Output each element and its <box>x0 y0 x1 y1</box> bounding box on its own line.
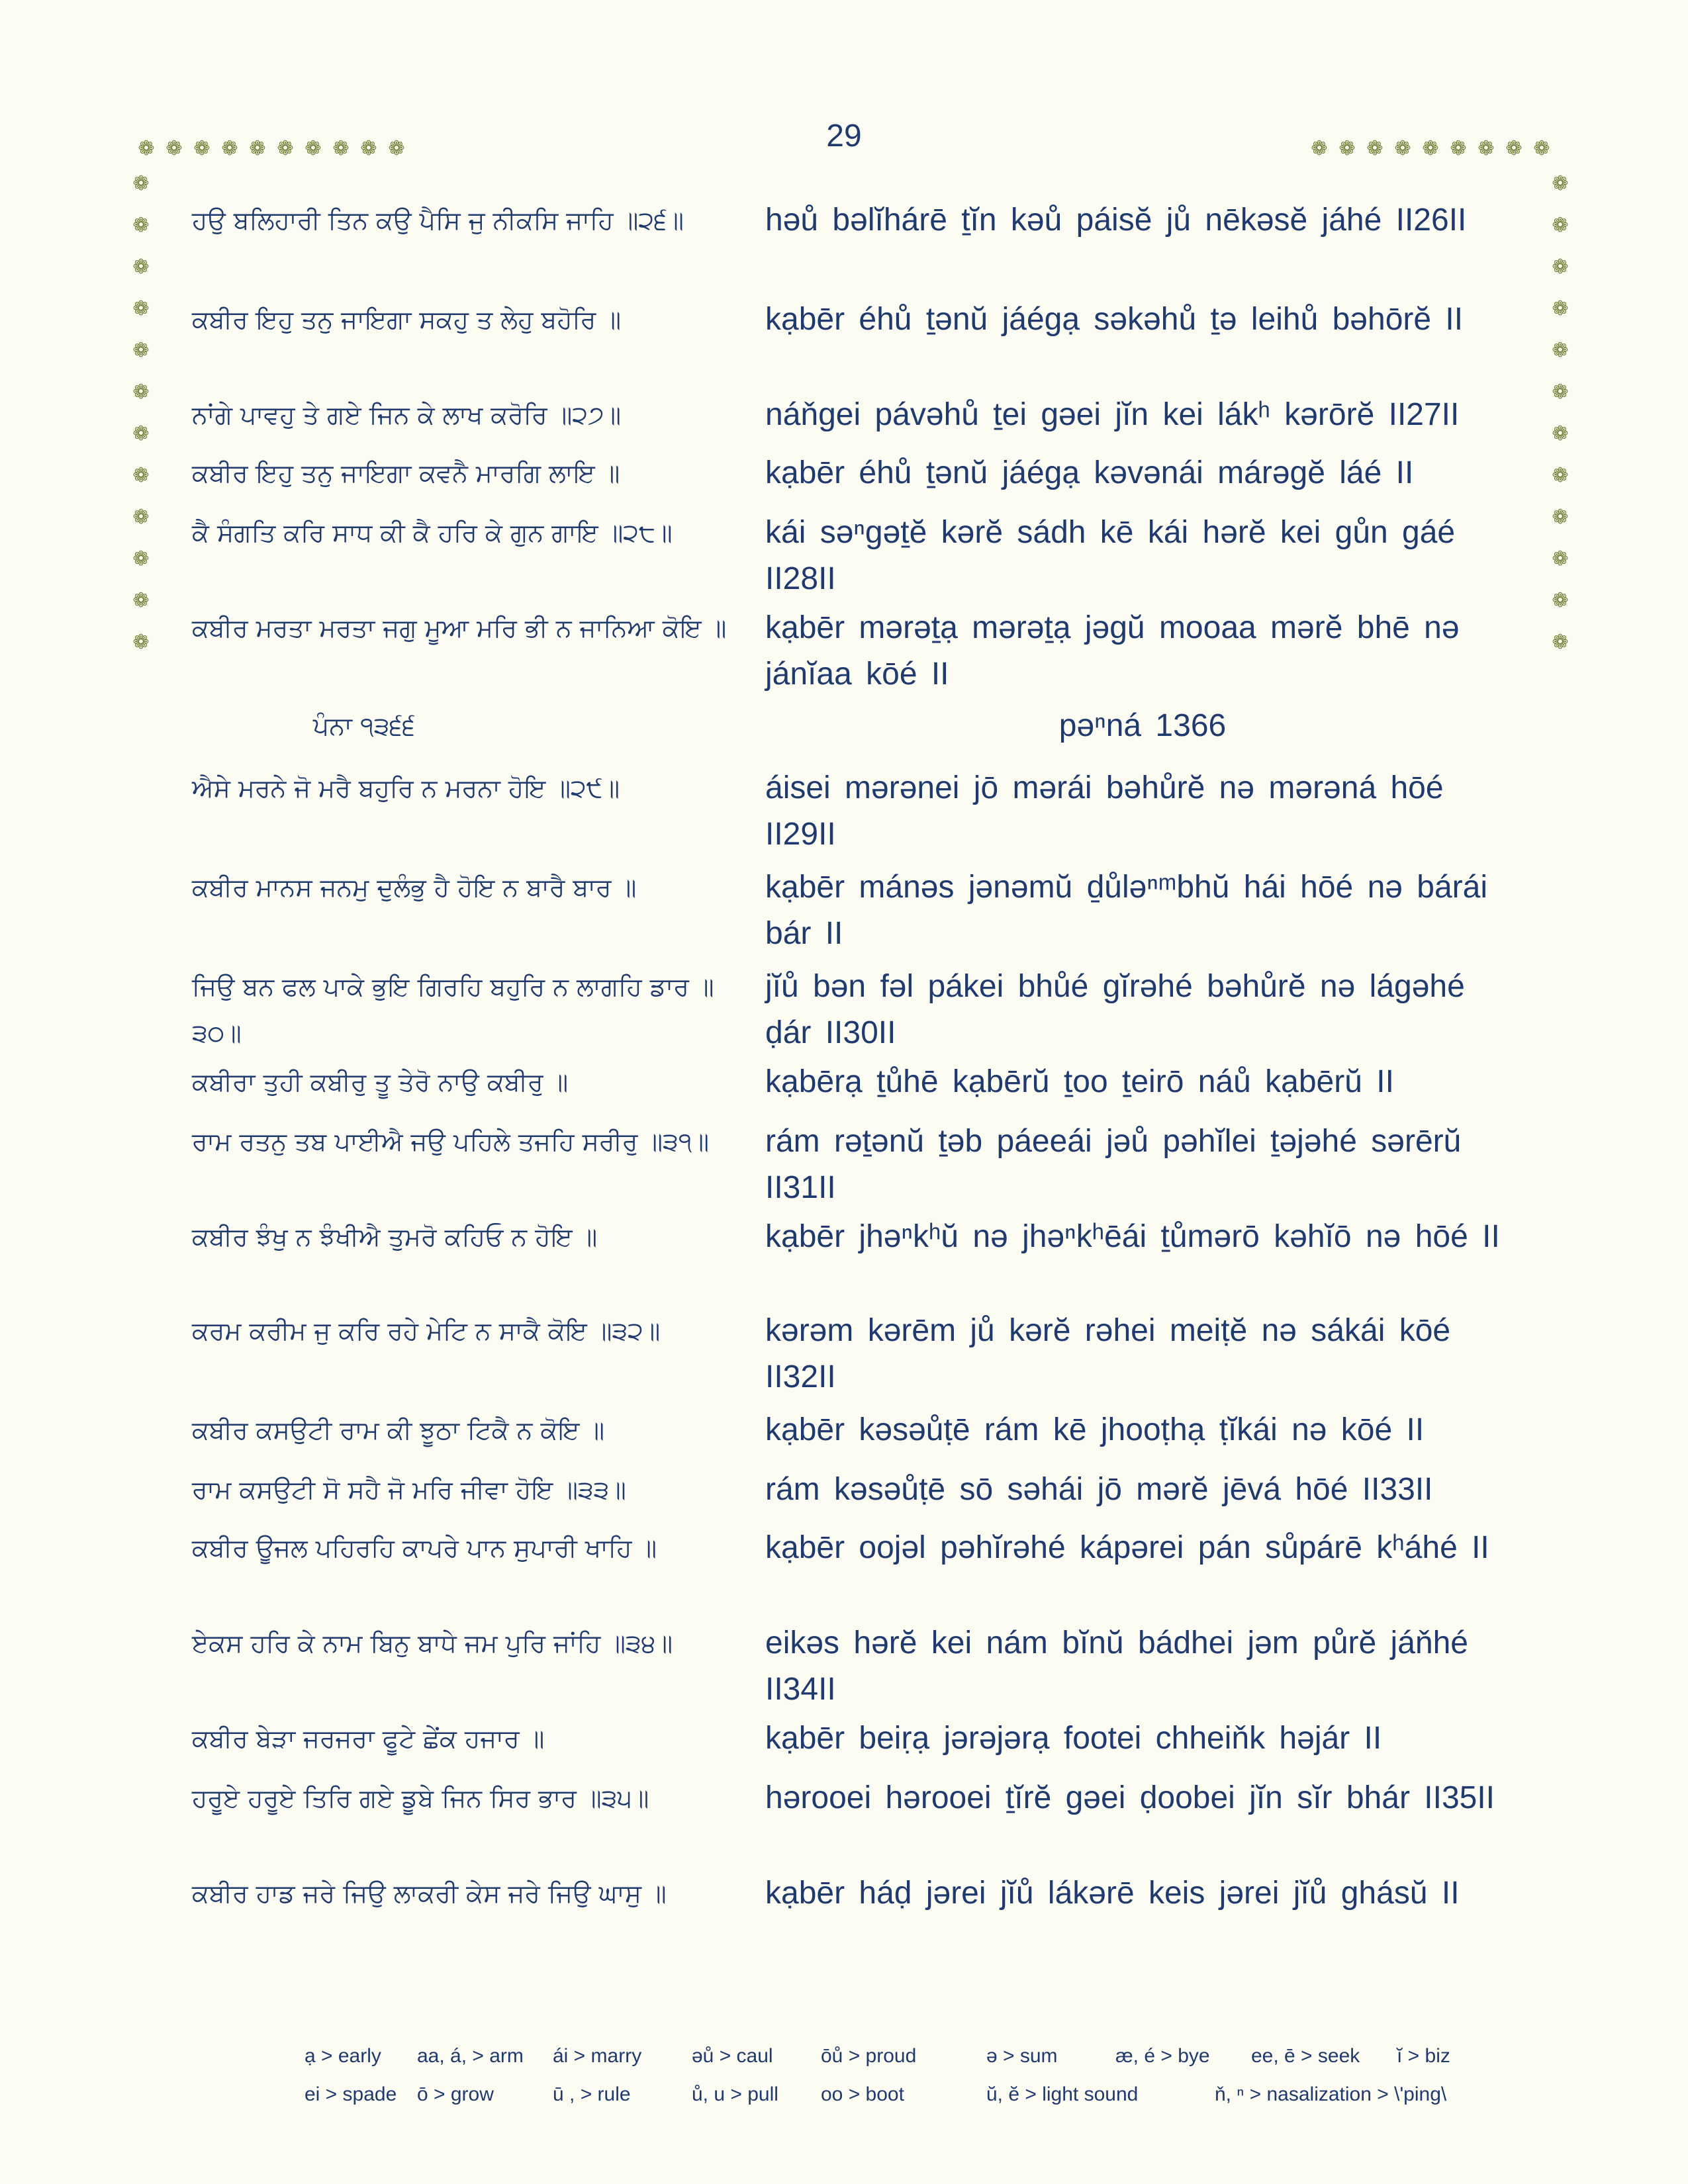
flower-icon: ❁ <box>1366 137 1383 160</box>
gurmukhi-text: ਕਬੀਰ ਇਹੁ ਤਨੁ ਜਾਇਗਾ ਕਵਨੈ ਮਾਰਗਿ ਲਾਇ ॥ <box>192 459 620 488</box>
flower-icon: ❁ <box>305 137 322 160</box>
gurmukhi-text: ਜਿਉ ਬਨ ਫਲ ਪਾਕੇ ਭੁਇ ਗਿਰਹਿ ਬਹੁਰਿ ਨ ਲਾਗਹਿ ਡਾਰ ॥੩੦॥ <box>192 972 714 1048</box>
flower-icon: ❁ <box>132 630 150 654</box>
transliteration-text: kərəm kərēm jů kərĕ rəhei meiṭĕ nə sákái kōé II32II <box>765 1313 1451 1394</box>
legend-item: oo > boot <box>821 2083 904 2105</box>
transliteration-text: həů bəlĭhárē ṯĭn kəů páisĕ jů nēkəsĕ jáhé II26II <box>765 203 1467 238</box>
legend-item: ōů > proud <box>821 2045 917 2067</box>
gurmukhi-text: ਕਬੀਰ ਝੰਖੁ ਨ ਝੰਖੀਐ ਤੁਮਰੋ ਕਹਿਓ ਨ ਹੋਇ ॥ <box>192 1222 598 1251</box>
flower-icon: ❁ <box>132 505 150 529</box>
flower-icon: ❁ <box>132 296 150 320</box>
flower-icon: ❁ <box>332 137 350 160</box>
gurmukhi-text: ਕਬੀਰ ਹਾਡ ਜਰੇ ਜਿਉ ਲਾਕਰੀ ਕੇਸ ਜਰੇ ਜਿਉ ਘਾਸੁ ॥ <box>192 1879 667 1908</box>
flower-icon: ❁ <box>132 255 150 279</box>
transliteration-text: kạbēr éhů ṯənŭ jáégạ səkəhů ṯə leihů bəhōrĕ II <box>765 302 1464 337</box>
transliteration-text: kạbēr éhů ṯənŭ jáégạ kəvənái márəgĕ láé II <box>765 455 1414 490</box>
transliteration-text: kạbēr jhəⁿkʰŭ nə jhəⁿkʰēái ṯůmərō kəhĭō nə hōé II <box>765 1219 1500 1254</box>
legend-item: ŭ, ĕ > light sound <box>986 2083 1139 2105</box>
flower-icon: ❁ <box>249 137 266 160</box>
legend-item: ū , > rule <box>553 2083 631 2105</box>
gurmukhi-text: ਰਾਮ ਕਸਉਟੀ ਸੋ ਸਹੈ ਜੋ ਮਰਿ ਜੀਵਾ ਹੋਇ ॥੩੩॥ <box>192 1475 626 1504</box>
transliteration-text: rám kəsəůṭē sō səhái jō mərĕ jēvá hōé II33II <box>765 1472 1433 1507</box>
flower-icon: ❁ <box>1552 338 1569 362</box>
gurmukhi-text: ਹਰੂਏ ਹਰੂਏ ਤਿਰਿ ਗਏ ਡੂਬੇ ਜਿਨ ਸਿਰ ਭਾਰ ॥੩੫॥ <box>192 1784 649 1813</box>
flower-icon: ❁ <box>1311 137 1328 160</box>
flower-icon: ❁ <box>1477 137 1495 160</box>
legend-item: ə > sum <box>986 2045 1058 2067</box>
flower-icon: ❁ <box>1450 137 1467 160</box>
flower-icon: ❁ <box>138 137 155 160</box>
transliteration-text: hərooei hərooei ṯĭrĕ gəei ḍoobei jĭn sĭr bhár II35II <box>765 1780 1495 1815</box>
flower-icon: ❁ <box>1533 137 1550 160</box>
flower-icon: ❁ <box>1552 213 1569 237</box>
transliteration-text: kạbērạ ṯůhē kạbērŭ ṯoo ṯeirō náů kạbērŭ II <box>765 1064 1394 1099</box>
transliteration-text: kạbēr beiṛạ jərəjərạ footei chheiňk həjár II <box>765 1721 1382 1756</box>
transliteration-text: áisei mərənei jō mərái bəhůrĕ nə mərəná hōé II29II <box>765 770 1444 852</box>
gurmukhi-text: ਐਸੇ ਮਰਨੇ ਜੋ ਮਰੈ ਬਹੁਰਿ ਨ ਮਰਨਾ ਹੋਇ ॥੨੯॥ <box>192 774 620 803</box>
flower-icon: ❁ <box>1552 296 1569 320</box>
flower-icon: ❁ <box>221 137 238 160</box>
legend-item: æ, é > bye <box>1115 2045 1210 2067</box>
legend-item: ei > spade <box>305 2083 397 2105</box>
flower-icon: ❁ <box>1552 463 1569 487</box>
transliteration-text: rám rəṯənŭ ṯəb páeeái jəů pəhĭlei ṯəjəhé sərērŭ II31II <box>765 1124 1462 1205</box>
gurmukhi-text: ਨਾਂਗੇ ਪਾਵਹੁ ਤੇ ਗਏ ਜਿਨ ਕੇ ਲਾਖ ਕਰੋਰਿ ॥੨੭॥ <box>192 400 622 430</box>
legend-item: ạ > early <box>305 2045 381 2067</box>
page-number: 29 <box>826 118 862 154</box>
gurmukhi-text: ਹਉ ਬਲਿਹਾਰੀ ਤਿਨ ਕਉ ਪੈਸਿ ਜੁ ਨੀਕਸਿ ਜਾਹਿ ॥੨੬॥ <box>192 206 684 235</box>
flower-icon: ❁ <box>1552 505 1569 529</box>
legend-item: ō > grow <box>417 2083 494 2105</box>
flower-icon: ❁ <box>1422 137 1439 160</box>
transliteration-text: jĭů bən fəl pákei bhůé gĭrəhé bəhůrĕ nə lágəhé ḍár II30II <box>765 969 1465 1050</box>
flower-icon: ❁ <box>277 137 294 160</box>
transliteration-text: kạbēr kəsəůṭē rám kē jhooṭhạ ṭĭkái nə kōé II <box>765 1412 1425 1447</box>
transliteration-text: kạbēr mərəṯạ mərəṯạ jəgŭ mooaa mərĕ bhē nə jánĭaa kōé II <box>765 610 1460 692</box>
flower-icon: ❁ <box>1552 171 1569 195</box>
gurmukhi-text: ਕਬੀਰ ਮਾਨਸ ਜਨਮੁ ਦੁਲੰਭੁ ਹੈ ਹੋਇ ਨ ਬਾਰੈ ਬਾਰ ॥ <box>192 873 637 902</box>
flower-icon: ❁ <box>132 213 150 237</box>
transliteration-text: kạbēr mánəs jənəmŭ ḏůləⁿᵐbhŭ hái hōé nə bárái bár II <box>765 870 1488 951</box>
legend-item: əů > caul <box>692 2045 773 2067</box>
flower-icon: ❁ <box>1505 137 1523 160</box>
gurmukhi-text: ਕਬੀਰ ਬੇੜਾ ਜਰਜਰਾ ਫੂਟੇ ਛੇਂਕ ਹਜਾਰ ॥ <box>192 1724 545 1753</box>
gurmukhi-text: ਕਬੀਰ ਇਹੁ ਤਨੁ ਜਾਇਗਾ ਸਕਹੁ ਤ ਲੇਹੁ ਬਹੋਰਿ ॥ <box>192 305 622 334</box>
flower-icon: ❁ <box>1552 588 1569 612</box>
legend-item: ů, u > pull <box>692 2083 778 2105</box>
gurmukhi-text: ਏਕਸ ਹਰਿ ਕੇ ਨਾਮ ਬਿਨੁ ਬਾਧੇ ਜਮ ਪੁਰਿ ਜਾਂਹਿ ॥੩੪॥ <box>192 1629 673 1658</box>
legend-item: ĭ > biz <box>1397 2045 1450 2067</box>
flower-icon: ❁ <box>388 137 405 160</box>
flower-icon: ❁ <box>1552 380 1569 404</box>
page-marker-transliteration: pəⁿná 1366 <box>1058 708 1227 743</box>
transliteration-text: eikəs hərĕ kei nám bĭnŭ bádhei jəm půrĕ jáňhé II34II <box>765 1625 1468 1707</box>
transliteration-text: náňgei pávəhů ṯei gəei jĭn kei lákʰ kərōrĕ II27II <box>765 397 1460 432</box>
flower-icon: ❁ <box>1552 422 1569 445</box>
transliteration-text: kái səⁿgəṯĕ kərĕ sádh kē kái hərĕ kei gůn gáé II28II <box>765 515 1456 596</box>
flower-icon: ❁ <box>1552 630 1569 654</box>
flower-icon: ❁ <box>132 171 150 195</box>
flower-icon: ❁ <box>1394 137 1411 160</box>
gurmukhi-text: ਕੈ ਸੰਗਤਿ ਕਰਿ ਸਾਧ ਕੀ ਕੈ ਹਰਿ ਕੇ ਗੁਨ ਗਾਇ ॥੨੮॥ <box>192 518 673 547</box>
flower-icon: ❁ <box>132 338 150 362</box>
legend-item: aa, á, > arm <box>417 2045 524 2067</box>
flower-icon: ❁ <box>132 547 150 570</box>
transliteration-text: kạbēr háḍ jərei jĭů lákərē keis jərei jĭů ghásŭ II <box>765 1876 1460 1911</box>
gurmukhi-text: ਰਾਮ ਰਤਨੁ ਤਬ ਪਾਈਐ ਜਉ ਪਹਿਲੇ ਤਜਹਿ ਸਰੀਰੁ ॥੩੧॥ <box>192 1127 710 1156</box>
flower-icon: ❁ <box>132 380 150 404</box>
legend-item: ň, ⁿ > nasalization > \'ping\ <box>1215 2083 1447 2105</box>
page-marker-gurmukhi: ਪੰਨਾ ੧੩੬੬ <box>312 711 416 741</box>
flower-icon: ❁ <box>1338 137 1356 160</box>
gurmukhi-text: ਕਬੀਰ ਊਜਲ ਪਹਿਰਹਿ ਕਾਪਰੇ ਪਾਨ ਸੁਪਾਰੀ ਖਾਹਿ ॥ <box>192 1533 657 1563</box>
flower-icon: ❁ <box>1552 547 1569 570</box>
gurmukhi-text: ਕਬੀਰ ਮਰਤਾ ਮਰਤਾ ਜਗੁ ਮੂਆ ਮਰਿ ਭੀ ਨ ਜਾਨਿਆ ਕੋਇ ॥ <box>192 614 727 643</box>
gurmukhi-text: ਕਰਮ ਕਰੀਮ ਜੁ ਕਰਿ ਰਹੇ ਮੇਟਿ ਨ ਸਾਕੈ ਕੋਇ ॥੩੨॥ <box>192 1316 661 1345</box>
transliteration-text: kạbēr oojəl pəhĭrəhé kápərei pán sůpárē kʰáhé II <box>765 1530 1489 1565</box>
gurmukhi-text: ਕਬੀਰਾ ਤੁਹੀ ਕਬੀਰੁ ਤੂ ਤੇਰੋ ਨਾਉ ਕਬੀਰੁ ॥ <box>192 1068 569 1097</box>
legend-item: ee, ē > seek <box>1251 2045 1360 2067</box>
flower-icon: ❁ <box>193 137 211 160</box>
flower-icon: ❁ <box>165 137 183 160</box>
flower-icon: ❁ <box>132 463 150 487</box>
flower-icon: ❁ <box>360 137 377 160</box>
flower-icon: ❁ <box>1552 255 1569 279</box>
flower-icon: ❁ <box>132 588 150 612</box>
flower-icon: ❁ <box>132 422 150 445</box>
legend-item: ái > marry <box>553 2045 642 2067</box>
gurmukhi-text: ਕਬੀਰ ਕਸਉਟੀ ਰਾਮ ਕੀ ਝੂਠਾ ਟਿਕੈ ਨ ਕੋਇ ॥ <box>192 1416 605 1445</box>
